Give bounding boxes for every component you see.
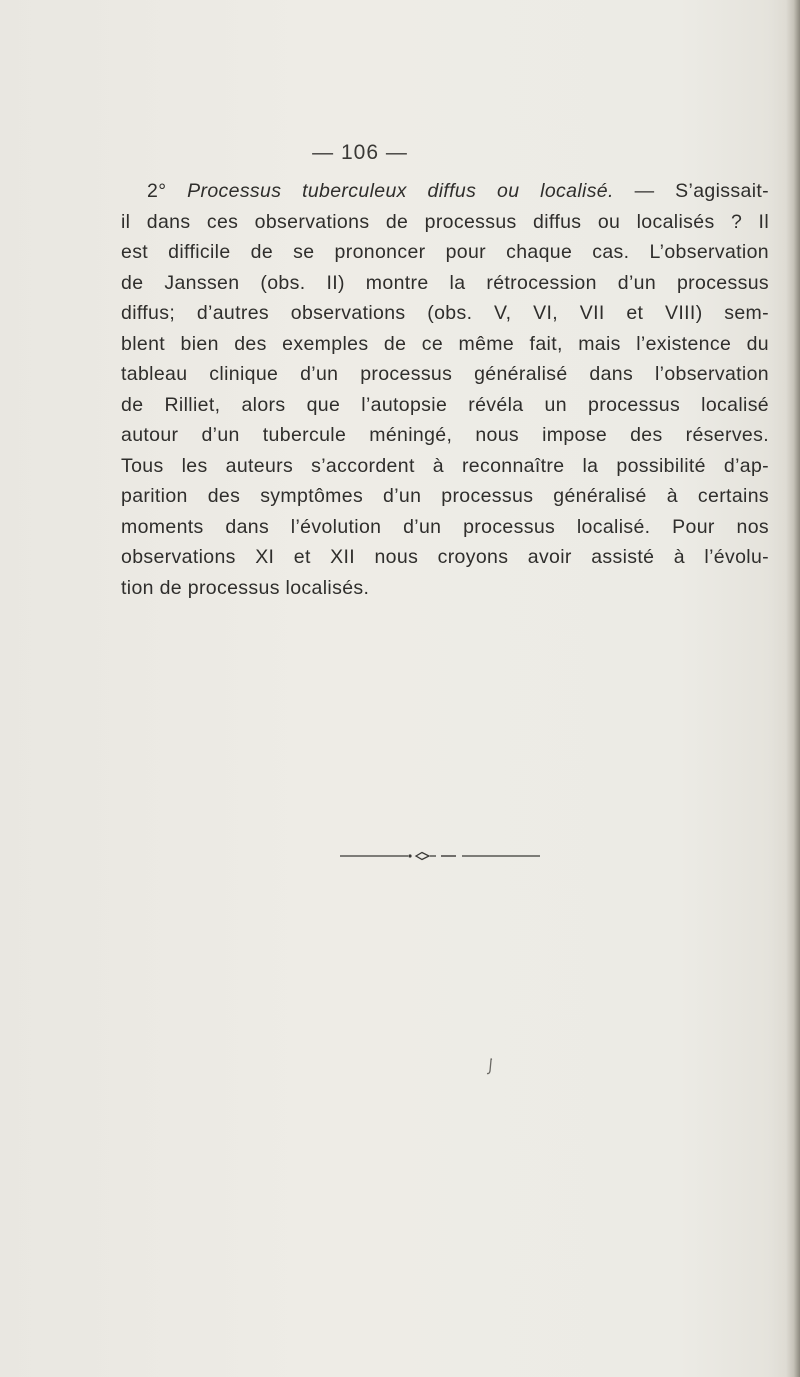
paragraph-line-1 [121, 176, 769, 207]
page-edge-shadow [786, 0, 800, 1377]
paragraph-line-13: observations XI et XII nous croyons avoir assisté à l’évolu- [121, 546, 769, 568]
paragraph-line-9: autour d’un tubercule méningé, nous impose des réserves. [121, 424, 769, 446]
paragraph-line-5: diffus; d’autres observations (obs. V, VI, VII et VIII) sem- [121, 302, 769, 324]
paragraph-line-3: est difficile de se prononcer pour chaque cas. L’observation [121, 241, 769, 263]
paragraph-line-7: tableau clinique d’un processus généralisé dans l’observation [121, 363, 769, 385]
paragraph-line-6: blent bien des exemples de ce même fait, mais l’existence du [121, 332, 769, 355]
line-1-text: — S’agissait- [634, 180, 769, 202]
divider-center-flourish [416, 853, 436, 860]
paragraph-line-8: de Rilliet, alors que l’autopsie révéla un processus localisé [121, 393, 769, 416]
paragraph-line-2: il dans ces observations de processus diffus ou localisés ? Il [121, 210, 769, 233]
paragraph-line-4: de Janssen (obs. II) montre la rétrocession d’un processus [121, 271, 769, 294]
paragraph-line-12: moments dans l’évolution d’un processus localisé. Pour nos [121, 515, 769, 538]
section-heading: Processus tuberculeux diffus ou localisé. [187, 180, 614, 202]
stray-ink-mark [485, 1058, 495, 1076]
section-label: 2° [147, 180, 167, 202]
paragraph-line-11: parition des symptômes d’un processus généralisé à certains [121, 485, 769, 507]
ornamental-divider [340, 850, 540, 862]
paragraph-line-10: Tous les auteurs s’accordent à reconnaître la possibilité d’ap- [121, 454, 769, 477]
divider-left-dot [408, 854, 411, 857]
body-paragraph [121, 176, 769, 603]
paragraph-line-14: tion de processus localisés. [121, 576, 370, 599]
page-number: — 106 — [312, 141, 408, 164]
